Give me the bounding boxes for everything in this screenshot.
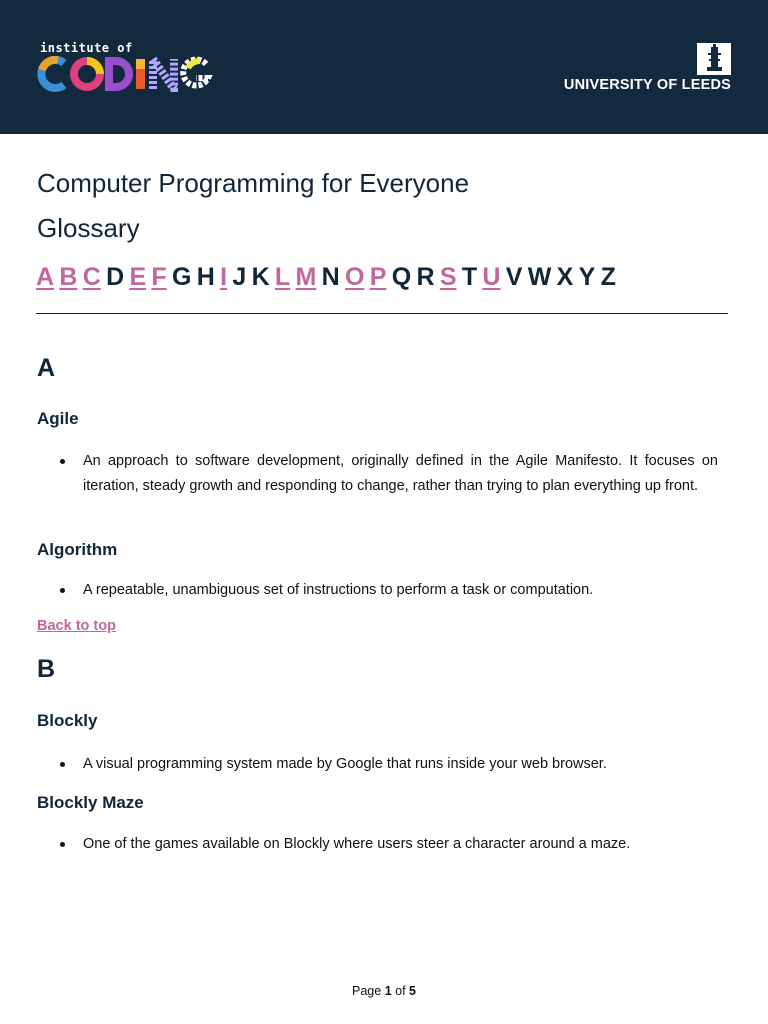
alphabet-letter-t: T — [461, 263, 478, 291]
alphabet-letter-g: G — [172, 263, 192, 291]
footer-of: of — [395, 984, 406, 998]
alphabet-letter-u[interactable]: U — [482, 263, 501, 291]
section-heading-b: B — [37, 655, 56, 683]
divider — [36, 313, 728, 314]
alphabet-letter-b[interactable]: B — [59, 263, 78, 291]
university-crest-icon — [697, 43, 731, 75]
section-heading-a: A — [37, 354, 56, 382]
alphabet-letter-e[interactable]: E — [129, 263, 147, 291]
alphabet-letter-q: Q — [391, 263, 412, 291]
definition-agile: An approach to software development, originally defined in the Agile Manifesto. It focuses on iteration, steady growth and responding to change, rather than trying to plan everything up front. — [83, 453, 718, 494]
page-title: Computer Programming for Everyone — [37, 168, 470, 198]
footer-current-page: 1 — [384, 984, 392, 998]
alphabet-letter-y: Y — [578, 263, 596, 291]
alphabet-letter-x: X — [556, 263, 574, 291]
alphabet-letter-o[interactable]: O — [344, 263, 365, 291]
bullet — [60, 762, 65, 767]
bullet — [60, 842, 65, 847]
alphabet-index — [36, 263, 621, 292]
alphabet-letter-s[interactable]: S — [439, 263, 457, 291]
ioc-logo-caption: institute of — [40, 41, 133, 55]
page-subtitle: Glossary — [37, 213, 140, 243]
definition-blockly: A visual programming system made by Google that runs inside your web browser. — [83, 756, 607, 772]
definition-algorithm: A repeatable, unambiguous set of instructions to perform a task or computation. — [83, 582, 594, 598]
bullet — [60, 588, 65, 593]
alphabet-letter-a[interactable]: A — [36, 263, 55, 291]
term-blockly: Blockly — [37, 711, 98, 730]
definition-blockly-maze: One of the games available on Blockly where users steer a character around a maze. — [83, 836, 631, 852]
alphabet-letter-c[interactable]: C — [82, 263, 101, 291]
alphabet-letter-v: V — [505, 263, 523, 291]
institute-of-coding-logo — [36, 56, 232, 92]
alphabet-letter-d: D — [106, 263, 125, 291]
term-agile: Agile — [37, 409, 79, 428]
alphabet-letter-m[interactable]: M — [295, 263, 317, 291]
alphabet-letter-w: W — [527, 263, 552, 291]
alphabet-letter-n: N — [321, 263, 340, 291]
bullet — [60, 459, 65, 464]
alphabet-letter-r: R — [416, 263, 435, 291]
alphabet-letter-f[interactable]: F — [151, 263, 167, 291]
alphabet-letter-z: Z — [600, 263, 616, 291]
footer-total-pages: 5 — [409, 984, 416, 998]
alphabet-letter-l[interactable]: L — [274, 263, 291, 291]
page-footer — [0, 984, 768, 998]
university-name: UNIVERSITY OF LEEDS — [563, 77, 731, 93]
term-blockly-maze: Blockly Maze — [37, 793, 144, 812]
alphabet-letter-h: H — [196, 263, 215, 291]
page-header — [0, 0, 768, 134]
term-algorithm: Algorithm — [37, 540, 118, 559]
back-to-top-link[interactable]: Back to top — [37, 618, 116, 634]
alphabet-letter-k: K — [251, 263, 270, 291]
alphabet-letter-p[interactable]: P — [369, 263, 387, 291]
alphabet-letter-i[interactable]: I — [220, 263, 228, 291]
footer-prefix: Page — [352, 984, 382, 998]
alphabet-letter-j: J — [232, 263, 247, 291]
